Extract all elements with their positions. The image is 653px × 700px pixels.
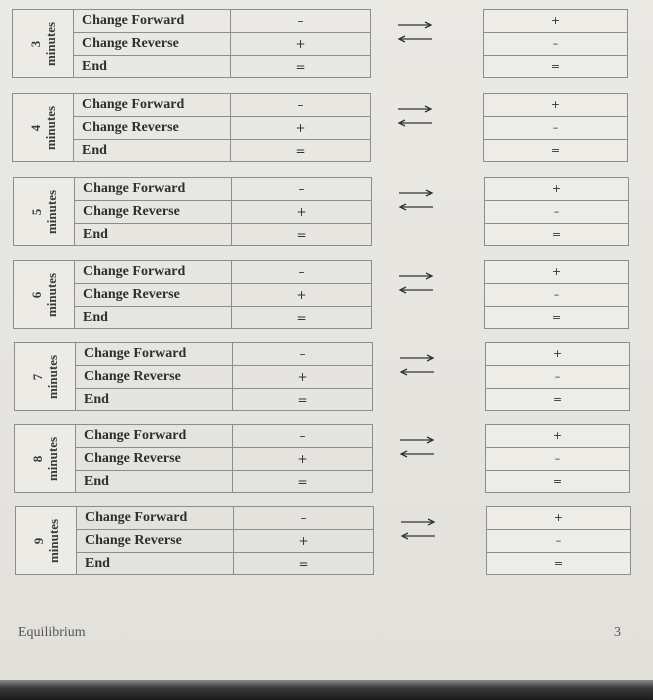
time-unit: minutes (45, 436, 60, 481)
change-table (74, 9, 371, 78)
time-block-6 (13, 260, 633, 331)
sign-reverse: + (296, 205, 307, 219)
answer-box (484, 177, 629, 246)
time-block-9 (15, 506, 635, 577)
row-reverse (76, 366, 372, 389)
sign-reverse: + (295, 121, 306, 135)
answer-sign-forward: + (484, 10, 627, 33)
time-label-cell (13, 260, 75, 329)
sign-forward: – (298, 182, 305, 196)
answer-box (483, 9, 628, 78)
equilibrium-arrows-icon (399, 432, 435, 462)
row-reverse (75, 201, 371, 224)
equilibrium-arrows-icon (397, 17, 433, 47)
row-label-end: End (74, 140, 231, 162)
answer-sign-reverse: – (487, 530, 630, 553)
time-block-5 (13, 177, 633, 248)
time-block-8 (14, 424, 634, 495)
row-forward (76, 343, 372, 366)
row-label-forward: Change Forward (74, 94, 231, 116)
answer-sign-reverse: – (485, 201, 628, 224)
time-label (28, 105, 58, 149)
sign-forward: – (300, 511, 307, 525)
time-label (29, 189, 59, 233)
time-label-cell (12, 9, 74, 78)
row-label-reverse: Change Reverse (74, 117, 231, 139)
time-label (30, 436, 60, 480)
change-table (74, 93, 371, 162)
row-forward (76, 425, 372, 448)
equilibrium-arrows-icon (397, 101, 433, 131)
change-table (75, 177, 372, 246)
answer-sign-reverse: – (485, 284, 628, 307)
row-label-forward: Change Forward (75, 261, 232, 283)
row-reverse (76, 448, 372, 471)
footer-chapter-title: Equilibrium (18, 625, 86, 640)
answer-sign-reverse: – (484, 117, 627, 140)
answer-sign-forward: + (486, 343, 629, 366)
time-block-7 (14, 342, 634, 413)
row-label-reverse: Change Reverse (75, 201, 232, 223)
screen-bezel (0, 680, 653, 700)
time-block-4 (12, 93, 632, 164)
sign-end: = (298, 557, 309, 571)
sign-forward: – (298, 265, 305, 279)
answer-box (484, 260, 629, 329)
row-label-reverse: Change Reverse (76, 448, 233, 470)
answer-box (483, 93, 628, 162)
answer-sign-forward: + (487, 507, 630, 530)
sign-end: = (295, 60, 306, 74)
sign-reverse: + (296, 288, 307, 302)
row-label-end: End (74, 56, 231, 78)
change-table (75, 260, 372, 329)
time-unit: minutes (44, 189, 59, 234)
answer-box (485, 424, 630, 493)
time-unit: minutes (46, 518, 61, 563)
time-unit: minutes (44, 272, 59, 317)
sign-forward: – (299, 347, 306, 361)
sign-forward: – (297, 14, 304, 28)
time-label (29, 272, 59, 316)
row-label-reverse: Change Reverse (76, 366, 233, 388)
equilibrium-arrows-icon (398, 185, 434, 215)
time-number: 6 (29, 291, 44, 298)
row-label-forward: Change Forward (75, 178, 232, 200)
time-label-cell (13, 177, 75, 246)
time-number: 3 (28, 40, 43, 47)
footer-page-number: 3 (614, 625, 621, 640)
sign-end: = (296, 311, 307, 325)
row-label-end: End (75, 307, 232, 329)
row-label-reverse: Change Reverse (74, 33, 231, 55)
row-label-end: End (77, 553, 234, 575)
row-label-forward: Change Forward (76, 343, 233, 365)
row-reverse (77, 530, 373, 553)
answer-sign-end: = (550, 144, 561, 157)
time-number: 4 (28, 124, 43, 131)
sign-reverse: + (295, 37, 306, 51)
row-forward (75, 178, 371, 201)
sign-end: = (295, 144, 306, 158)
time-label-cell (14, 342, 76, 411)
answer-sign-forward: + (486, 425, 629, 448)
row-end (74, 56, 370, 78)
row-forward (74, 94, 370, 117)
time-unit: minutes (45, 354, 60, 399)
row-label-forward: Change Forward (76, 425, 233, 447)
sign-forward: – (299, 429, 306, 443)
equilibrium-arrows-icon (399, 350, 435, 380)
time-number: 7 (30, 373, 45, 380)
answer-sign-reverse: – (486, 448, 629, 471)
row-forward (74, 10, 370, 33)
sign-end: = (297, 393, 308, 407)
answer-sign-reverse: – (484, 33, 627, 56)
time-label-cell (12, 93, 74, 162)
answer-sign-end: = (553, 557, 564, 570)
change-table (76, 342, 373, 411)
time-block-3 (12, 9, 632, 80)
row-reverse (74, 33, 370, 56)
time-label-cell (15, 506, 77, 575)
answer-sign-forward: + (484, 94, 627, 117)
answer-box (485, 342, 630, 411)
answer-sign-end: = (552, 475, 563, 488)
sign-end: = (296, 228, 307, 242)
row-end (75, 224, 371, 246)
time-unit: minutes (43, 105, 58, 150)
change-table (76, 424, 373, 493)
equilibrium-arrows-icon (400, 514, 436, 544)
change-table (77, 506, 374, 575)
sign-forward: – (297, 98, 304, 112)
time-number: 8 (30, 455, 45, 462)
answer-sign-end: = (550, 60, 561, 73)
time-label (30, 354, 60, 398)
row-label-forward: Change Forward (74, 10, 231, 32)
row-end (76, 389, 372, 411)
time-number: 9 (31, 537, 46, 544)
row-label-end: End (75, 224, 232, 246)
time-label-cell (14, 424, 76, 493)
row-end (75, 307, 371, 329)
sign-end: = (297, 475, 308, 489)
row-label-end: End (76, 471, 233, 493)
row-end (76, 471, 372, 493)
row-forward (77, 507, 373, 530)
answer-box (486, 506, 631, 575)
time-label (31, 518, 61, 562)
answer-sign-forward: + (485, 178, 628, 201)
row-end (77, 553, 373, 575)
answer-sign-end: = (551, 228, 562, 241)
time-label (28, 21, 58, 65)
time-unit: minutes (43, 21, 58, 66)
answer-sign-reverse: – (486, 366, 629, 389)
row-reverse (74, 117, 370, 140)
row-label-reverse: Change Reverse (75, 284, 232, 306)
sign-reverse: + (298, 534, 309, 548)
sign-reverse: + (297, 370, 308, 384)
row-end (74, 140, 370, 162)
equilibrium-arrows-icon (398, 268, 434, 298)
answer-sign-forward: + (485, 261, 628, 284)
row-label-reverse: Change Reverse (77, 530, 234, 552)
row-forward (75, 261, 371, 284)
answer-sign-end: = (552, 393, 563, 406)
time-number: 5 (29, 208, 44, 215)
answer-sign-end: = (551, 311, 562, 324)
sign-reverse: + (297, 452, 308, 466)
row-reverse (75, 284, 371, 307)
row-label-forward: Change Forward (77, 507, 234, 529)
row-label-end: End (76, 389, 233, 411)
